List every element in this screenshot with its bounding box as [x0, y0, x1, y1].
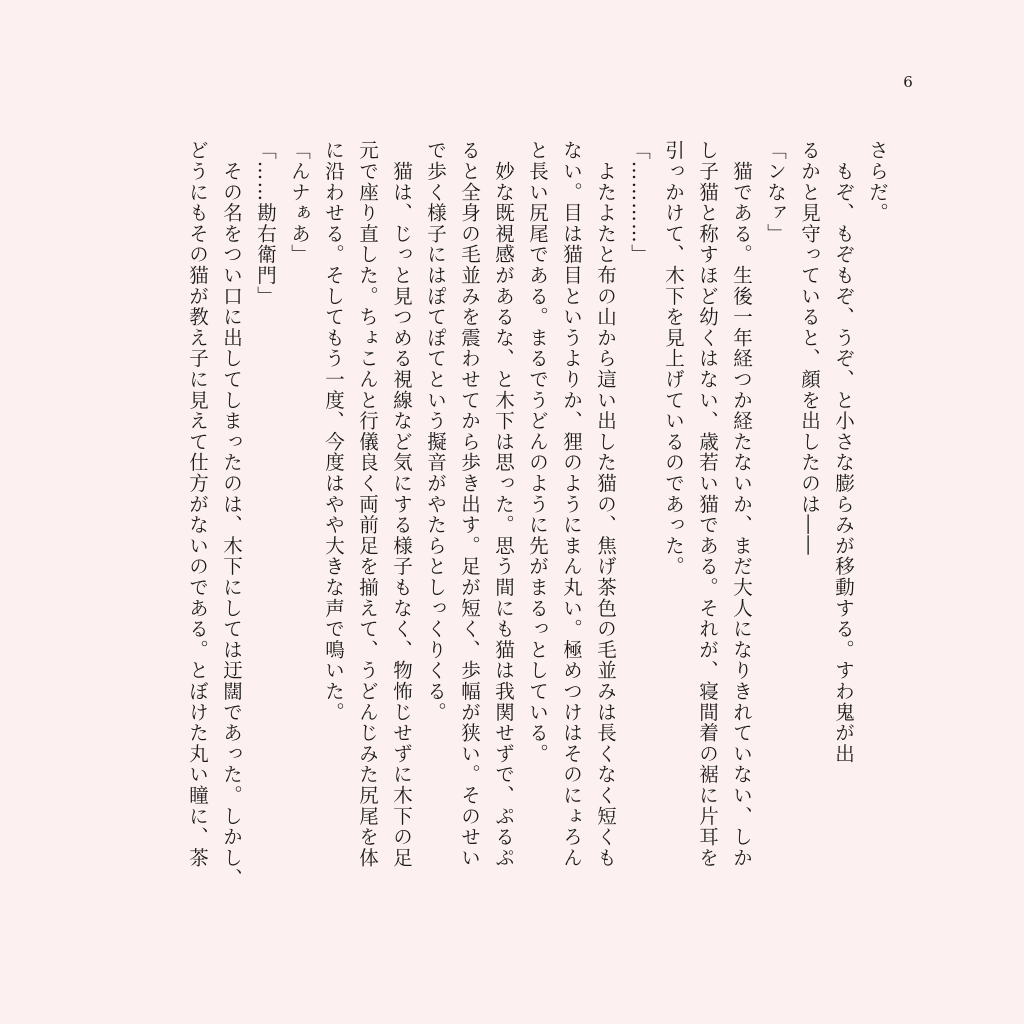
text-line: ない。目は猫目というよりか、狸のようにまん丸い。極めつけはそのにょろん	[560, 140, 583, 868]
text-line: し子猫と称すほど幼くはない、歳若い猫である。それが、寝間着の裾に片耳を	[696, 140, 719, 868]
text-line: 「ンなァ」	[764, 140, 787, 244]
text-line: 「んナぁあ」	[288, 140, 311, 265]
vertical-body-text	[154, 140, 894, 930]
text-line: 猫は、じっと見つめる視線など気にする様子もなく、物怖じせずに木下の足	[390, 140, 413, 868]
text-line: 「……勘右衛門」	[254, 140, 277, 307]
text-line: もぞ、もぞもぞ、うぞ、と小さな膨らみが移動する。すわ鬼が出	[832, 140, 855, 764]
text-line: よたよたと布の山から這い出した猫の、焦げ茶色の毛並みは長くなく短くも	[594, 140, 617, 868]
text-line: 元で座り直した。ちょこんと行儀良く両前足を揃えて、うどんじみた尻尾を体	[356, 140, 379, 868]
text-line: 「…………」	[628, 140, 651, 265]
text-line: ると全身の毛並みを震わせてから歩き出す。足が短く、歩幅が狭い。そのせい	[458, 140, 481, 868]
text-line: さらだ。	[866, 140, 889, 224]
text-line: 猫である。生後一年経つか経たないか、まだ大人になりきれていない、しか	[730, 140, 753, 868]
text-line: と長い尻尾である。まるでうどんのように先がまるっとしている。	[526, 140, 549, 764]
text-line: どうにもその猫が教え子に見えて仕方がないのである。とぼけた丸い瞳に、茶	[186, 140, 209, 868]
text-line: 引っかけて、木下を見上げているのであった。	[662, 140, 685, 577]
text-line: その名をつい口に出してしまったのは、木下にしては迂闊であった。しかし、	[220, 140, 243, 889]
text-line: に沿わせる。そしてもう一度、今度はやや大きな声で鳴いた。	[322, 140, 345, 723]
text-line: るかと見守っていると、顔を出したのは――	[798, 140, 821, 556]
text-line: で歩く様子にはぽてぽてという擬音がやたらとしっくりくる。	[424, 140, 447, 723]
text-line: 妙な既視感があるな、と木下は思った。思う間にも猫は我関せずで、ぷるぷ	[492, 140, 515, 868]
page-number: 6	[903, 73, 913, 91]
